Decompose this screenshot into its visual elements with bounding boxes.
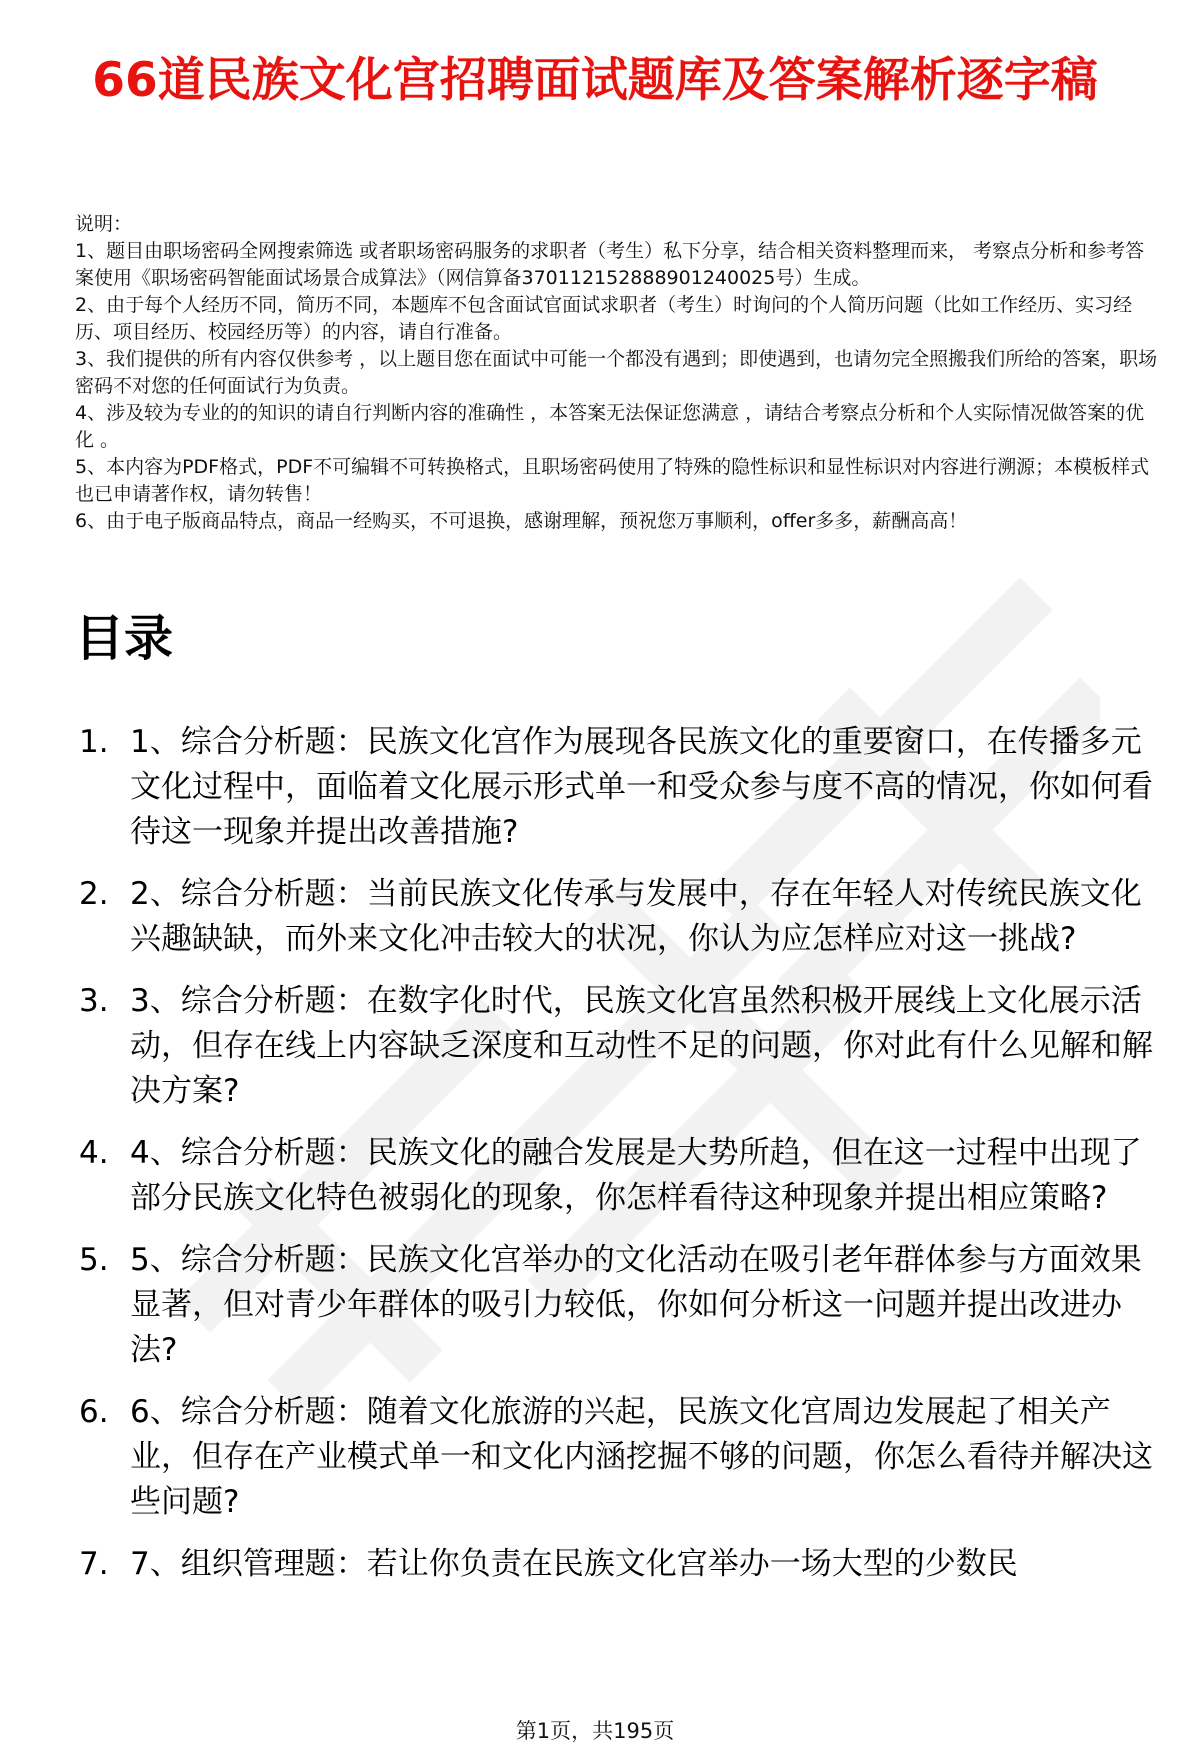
toc-item-text: 3、综合分析题：在数字化时代，民族文化宫虽然积极开展线上文化展示活动，但存在线上内容缺乏深度和互动性不足的问题，你对此有什么见解和解决方案? [130, 983, 1153, 1109]
toc-item-6[interactable] [75, 1390, 1165, 1525]
toc-item-number: 4. [79, 1135, 109, 1171]
notes-label: 说明： [75, 213, 133, 235]
note-item: 4、涉及较为专业的的知识的请自行判断内容的准确性 ，本答案无法保证您满意 ，请结合考察点分析和个人实际情况做答案的优化 。 [75, 402, 1145, 451]
toc-item-number: 1. [79, 724, 109, 760]
note-item: 2、由于每个人经历不同，简历不同，本题库不包含面试官面试求职者（考生）时询问的个人简历问题（比如工作经历、实习经历、项目经历、校园经历等）的内容，请自行准备。 [75, 294, 1133, 343]
toc-item-1[interactable] [75, 720, 1165, 855]
toc-item-3[interactable] [75, 979, 1165, 1114]
toc-item-number: 6. [79, 1394, 109, 1430]
toc-item-text: 4、综合分析题：民族文化的融合发展是大势所趋，但在这一过程中出现了部分民族文化特色被弱化的现象，你怎样看待这种现象并提出相应策略? [130, 1135, 1142, 1216]
toc-item-text: 1、综合分析题：民族文化宫作为展现各民族文化的重要窗口，在传播多元文化过程中，面临着文化展示形式单一和受众参与度不高的情况，你如何看待这一现象并提出改善措施? [130, 724, 1153, 850]
notes-section [75, 211, 1160, 535]
document-title: 66道民族文化宫招聘面试题库及答案解析逐字稿 [92, 53, 1098, 108]
table-of-contents [75, 720, 1165, 1604]
toc-item-number: 7. [79, 1546, 109, 1582]
toc-item-4[interactable] [75, 1131, 1165, 1221]
toc-item-5[interactable] [75, 1238, 1165, 1373]
toc-item-text: 5、综合分析题：民族文化宫举办的文化活动在吸引老年群体参与方面效果显著，但对青少年群体的吸引力较低，你如何分析这一问题并提出改进办法? [130, 1242, 1142, 1368]
toc-item-7[interactable] [75, 1542, 1165, 1587]
toc-item-number: 5. [79, 1242, 109, 1278]
toc-item-number: 3. [79, 983, 109, 1019]
page-number: 第1页，共195页 [515, 1719, 675, 1743]
note-item: 3、我们提供的所有内容仅供参考 ，以上题目您在面试中可能一个都没有遇到；即使遇到，也请勿完全照搬我们所给的答案，职场密码不对您的任何面试行为负责。 [75, 348, 1158, 397]
note-item: 5、本内容为PDF格式，PDF不可编辑不可转换格式，且职场密码使用了特殊的隐性标识和显性标识对内容进行溯源；本模板样式也已申请著作权，请勿转售！ [75, 456, 1150, 505]
toc-item-text: 6、综合分析题：随着文化旅游的兴起，民族文化宫周边发展起了相关产业，但存在产业模式单一和文化内涵挖掘不够的问题，你怎么看待并解决这些问题? [130, 1394, 1153, 1520]
toc-item-number: 2. [79, 876, 109, 912]
toc-item-text: 2、综合分析题：当前民族文化传承与发展中，存在年轻人对传统民族文化兴趣缺缺，而外来文化冲击较大的状况，你认为应怎样应对这一挑战? [130, 876, 1142, 957]
note-item: 1、题目由职场密码全网搜索筛选 或者职场密码服务的求职者（考生）私下分享，结合相关资料整理而来， 考察点分析和参考答案使用《职场密码智能面试场景合成算法》（网信算备370112152888901240025号）生成。 [75, 240, 1145, 289]
toc-item-2[interactable] [75, 872, 1165, 962]
toc-heading: 目录 [75, 610, 174, 667]
note-item: 6、由于电子版商品特点，商品一经购买，不可退换，感谢理解，预祝您万事顺利，offer多多，薪酬高高！ [75, 510, 968, 532]
toc-item-text: 7、组织管理题：若让你负责在民族文化宫举办一场大型的少数民 [130, 1546, 1018, 1582]
